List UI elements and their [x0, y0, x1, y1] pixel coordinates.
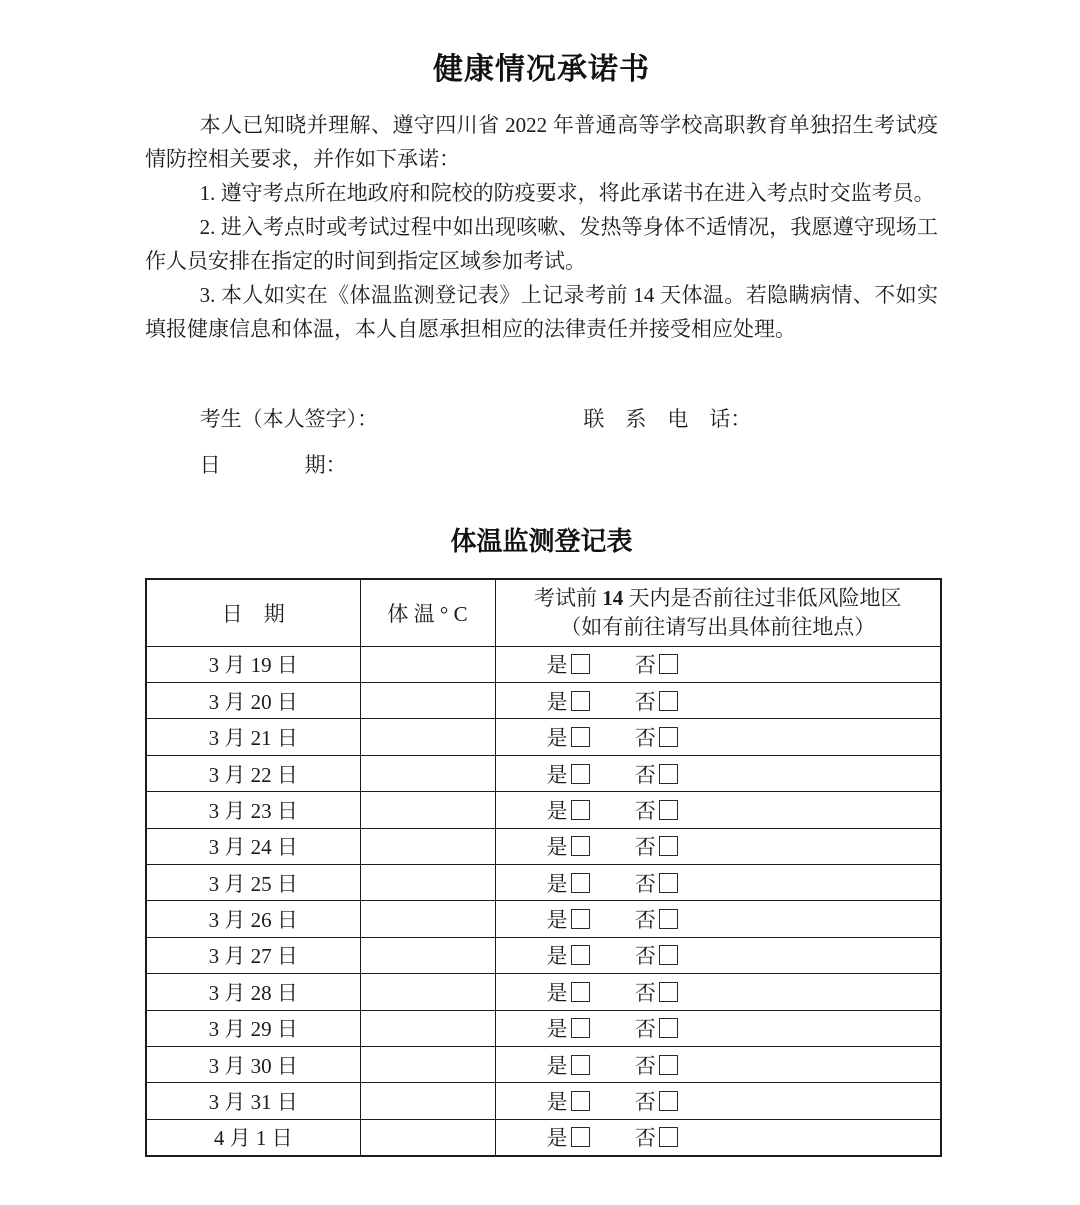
- temperature-cell: [360, 719, 495, 755]
- yes-label: 是: [546, 762, 568, 787]
- yes-label: 是: [546, 1090, 568, 1115]
- temperature-cell: [360, 974, 495, 1010]
- temperature-table: [145, 578, 942, 1157]
- yes-option: [547, 981, 590, 1005]
- no-checkbox: [659, 691, 678, 711]
- row-date-label: 3 月 23 日: [208, 798, 298, 823]
- temperature-cell: [360, 1119, 495, 1156]
- temperature-cell: [360, 937, 495, 973]
- temperature-cell: [360, 755, 495, 791]
- date-cell: [146, 719, 360, 755]
- yes-checkbox: [571, 982, 590, 1002]
- yes-label: 是: [546, 980, 568, 1005]
- travel-status-cell: [495, 865, 941, 901]
- yes-checkbox: [571, 764, 590, 784]
- no-option: [635, 1090, 678, 1114]
- table-row: [146, 683, 941, 719]
- date-cell: [146, 828, 360, 864]
- document-title: 健康情况承诺书: [433, 53, 650, 86]
- no-label: 否: [634, 1017, 656, 1042]
- yes-option: [547, 944, 590, 968]
- signature-block: [145, 402, 938, 482]
- yes-option: [547, 1090, 590, 1114]
- no-option: [635, 726, 678, 750]
- yes-label: 是: [546, 1053, 568, 1078]
- travel-status-cell: [495, 901, 941, 937]
- no-label: 否: [634, 689, 656, 714]
- yes-option: [547, 908, 590, 932]
- yes-checkbox: [571, 800, 590, 820]
- header-travel-line1-post: 天内是否前往过非低风险地区: [623, 585, 902, 610]
- table-header: [146, 579, 941, 647]
- no-label: 否: [634, 908, 656, 933]
- header-travel: [495, 579, 941, 647]
- table-title: 体温监测登记表: [450, 526, 633, 557]
- no-option: [635, 690, 678, 714]
- row-date-label: 3 月 28 日: [208, 980, 298, 1005]
- row-date-label: 3 月 21 日: [208, 726, 298, 751]
- row-date-label: 3 月 25 日: [208, 871, 298, 896]
- no-option: [635, 653, 678, 677]
- paragraph-item-2: 2. 进入考点时或考试过程中如出现咳嗽、发热等身体不适情况，我愿遵守现场工作人员安排在指定的时间到指定区域参加考试。: [145, 215, 938, 274]
- yes-label: 是: [546, 798, 568, 823]
- yes-option: [547, 799, 590, 823]
- yes-option: [547, 1054, 590, 1078]
- travel-status-cell: [495, 792, 941, 828]
- yes-label: 是: [546, 944, 568, 969]
- yes-option: [547, 872, 590, 896]
- yes-label: 是: [546, 653, 568, 678]
- yes-label: 是: [546, 908, 568, 933]
- no-option: [635, 981, 678, 1005]
- no-option: [635, 1126, 678, 1150]
- no-checkbox: [659, 654, 678, 674]
- no-label: 否: [634, 1090, 656, 1115]
- no-label: 否: [634, 1053, 656, 1078]
- no-label: 否: [634, 798, 656, 823]
- no-checkbox: [659, 764, 678, 784]
- yes-option: [547, 835, 590, 859]
- yes-label: 是: [546, 726, 568, 751]
- no-label: 否: [634, 726, 656, 751]
- table-row: [146, 1010, 941, 1046]
- yes-label: 是: [546, 1126, 568, 1151]
- row-date-label: 3 月 24 日: [208, 835, 298, 860]
- no-label: 否: [634, 1126, 656, 1151]
- temperature-cell: [360, 828, 495, 864]
- yes-label: 是: [546, 835, 568, 860]
- yes-option: [547, 653, 590, 677]
- row-date-label: 3 月 19 日: [208, 653, 298, 678]
- header-travel-line2: （如有前往请写出具体前往地点）: [560, 614, 876, 639]
- date-cell: [146, 1083, 360, 1119]
- phone-label: 联 系 电 话：: [583, 407, 752, 432]
- yes-checkbox: [571, 836, 590, 856]
- travel-status-cell: [495, 755, 941, 791]
- table-row: [146, 828, 941, 864]
- table-row: [146, 646, 941, 682]
- date-label: 日 期：: [199, 453, 347, 478]
- table-row: [146, 1046, 941, 1082]
- table-row: [146, 937, 941, 973]
- yes-checkbox: [571, 727, 590, 747]
- table-row: [146, 901, 941, 937]
- yes-checkbox: [571, 1055, 590, 1075]
- yes-option: [547, 690, 590, 714]
- travel-status-cell: [495, 828, 941, 864]
- header-date: 日 期: [146, 579, 360, 647]
- table-row: [146, 974, 941, 1010]
- yes-label: 是: [546, 871, 568, 896]
- date-cell: [146, 901, 360, 937]
- table-body: [146, 646, 941, 1156]
- no-checkbox: [659, 836, 678, 856]
- header-row: [146, 579, 941, 647]
- row-date-label: 3 月 29 日: [208, 1017, 298, 1042]
- no-option: [635, 799, 678, 823]
- no-checkbox: [659, 982, 678, 1002]
- no-option: [635, 1017, 678, 1041]
- yes-checkbox: [571, 1127, 590, 1147]
- yes-checkbox: [571, 691, 590, 711]
- yes-label: 是: [546, 1017, 568, 1042]
- paragraph-item-3: 3. 本人如实在《体温监测登记表》上记录考前 14 天体温。若隐瞒病情、不如实填报健康信息和体温，本人自愿承担相应的法律责任并接受相应处理。: [145, 283, 938, 342]
- date-cell: [146, 683, 360, 719]
- travel-status-cell: [495, 937, 941, 973]
- no-option: [635, 1054, 678, 1078]
- paragraph-item-1: 1. 遵守考点所在地政府和院校的防疫要求，将此承诺书在进入考点时交监考员。: [199, 181, 935, 206]
- no-checkbox: [659, 1055, 678, 1075]
- table-row: [146, 865, 941, 901]
- no-checkbox: [659, 727, 678, 747]
- travel-status-cell: [495, 1046, 941, 1082]
- row-date-label: 3 月 26 日: [208, 908, 298, 933]
- no-checkbox: [659, 800, 678, 820]
- temperature-cell: [360, 646, 495, 682]
- no-option: [635, 908, 678, 932]
- table-row: [146, 792, 941, 828]
- no-option: [635, 835, 678, 859]
- row-date-label: 4 月 1 日: [213, 1126, 293, 1151]
- header-temperature: 体 温 ° C: [360, 579, 495, 647]
- no-label: 否: [634, 871, 656, 896]
- date-cell: [146, 1119, 360, 1156]
- travel-status-cell: [495, 974, 941, 1010]
- yes-checkbox: [571, 945, 590, 965]
- document-content: [145, 52, 938, 1157]
- yes-checkbox: [571, 654, 590, 674]
- table-row: [146, 1083, 941, 1119]
- table-row: [146, 755, 941, 791]
- no-checkbox: [659, 945, 678, 965]
- travel-status-cell: [495, 719, 941, 755]
- header-travel-line1-num: 14: [602, 585, 624, 610]
- no-checkbox: [659, 1018, 678, 1038]
- no-label: 否: [634, 980, 656, 1005]
- no-checkbox: [659, 909, 678, 929]
- no-checkbox: [659, 1127, 678, 1147]
- no-checkbox: [659, 873, 678, 893]
- no-option: [635, 944, 678, 968]
- row-date-label: 3 月 20 日: [208, 689, 298, 714]
- no-checkbox: [659, 1091, 678, 1111]
- signature-row: [145, 402, 938, 436]
- travel-status-cell: [495, 1010, 941, 1046]
- date-cell: [146, 646, 360, 682]
- no-label: 否: [634, 835, 656, 860]
- commitment-paragraphs: [145, 108, 938, 346]
- temperature-cell: [360, 1010, 495, 1046]
- date-cell: [146, 1010, 360, 1046]
- travel-status-cell: [495, 646, 941, 682]
- row-date-label: 3 月 22 日: [208, 762, 298, 787]
- signer-label: 考生（本人签字）：: [199, 407, 379, 432]
- date-cell: [146, 792, 360, 828]
- no-label: 否: [634, 944, 656, 969]
- yes-option: [547, 726, 590, 750]
- date-cell: [146, 937, 360, 973]
- no-label: 否: [634, 762, 656, 787]
- yes-checkbox: [571, 1018, 590, 1038]
- temperature-cell: [360, 901, 495, 937]
- date-cell: [146, 755, 360, 791]
- date-cell: [146, 865, 360, 901]
- temperature-cell: [360, 1046, 495, 1082]
- travel-status-cell: [495, 683, 941, 719]
- temperature-cell: [360, 792, 495, 828]
- no-option: [635, 872, 678, 896]
- temperature-cell: [360, 865, 495, 901]
- yes-label: 是: [546, 689, 568, 714]
- table-row: [146, 719, 941, 755]
- temperature-cell: [360, 683, 495, 719]
- header-travel-line1: [534, 586, 902, 610]
- travel-status-cell: [495, 1119, 941, 1156]
- date-row: [145, 448, 938, 482]
- yes-option: [547, 1126, 590, 1150]
- date-cell: [146, 974, 360, 1010]
- temperature-cell: [360, 1083, 495, 1119]
- yes-checkbox: [571, 873, 590, 893]
- row-date-label: 3 月 27 日: [208, 944, 298, 969]
- header-travel-line1-pre: 考试前: [534, 585, 603, 610]
- yes-option: [547, 1017, 590, 1041]
- no-option: [635, 763, 678, 787]
- yes-checkbox: [571, 909, 590, 929]
- row-date-label: 3 月 31 日: [208, 1090, 298, 1115]
- no-label: 否: [634, 653, 656, 678]
- date-cell: [146, 1046, 360, 1082]
- yes-option: [547, 763, 590, 787]
- paragraph-intro: 本人已知晓并理解、遵守四川省 2022 年普通高等学校高职教育单独招生考试疫情防控相关要求，并作如下承诺：: [145, 113, 938, 172]
- travel-status-cell: [495, 1083, 941, 1119]
- table-row: [146, 1119, 941, 1156]
- yes-checkbox: [571, 1091, 590, 1111]
- row-date-label: 3 月 30 日: [208, 1053, 298, 1078]
